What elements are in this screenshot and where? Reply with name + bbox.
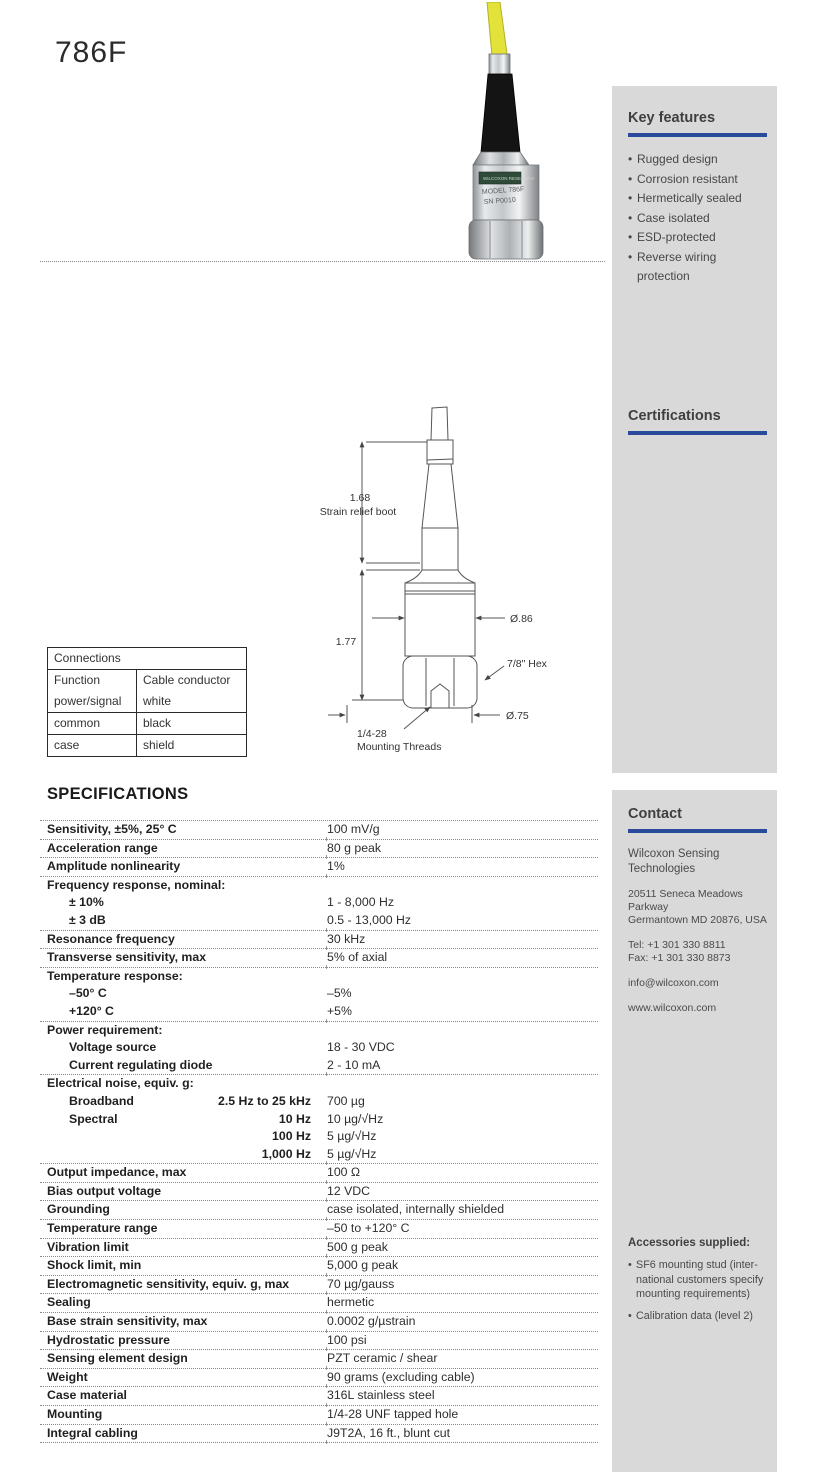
spec-value: 5% of axial — [327, 950, 388, 965]
dim-boot-value: 1.68 — [349, 492, 371, 504]
heading-rule — [628, 133, 767, 137]
spec-row — [40, 1406, 598, 1425]
spec-value: 316L stainless steel — [327, 1388, 435, 1403]
spec-value: –5% — [327, 986, 352, 1001]
drawing-body-cylinder — [405, 591, 475, 656]
specifications-heading: SPECIFICATIONS — [47, 785, 189, 803]
spec-row — [40, 840, 598, 859]
spec-label-cell — [40, 1164, 327, 1182]
spec-label-cell — [40, 912, 327, 930]
accessory-item — [628, 1258, 769, 1302]
threads-label-line1: 1/4-28 — [357, 728, 387, 740]
contact-address-line2: Germantown MD 20876, USA — [628, 914, 767, 926]
spec-row — [40, 1093, 598, 1111]
connections-title-row — [48, 648, 246, 669]
spec-label: Electrical noise, equiv. g: — [47, 1076, 194, 1091]
accessories-heading: Accessories supplied: — [628, 1237, 751, 1249]
contact-phones — [628, 939, 767, 965]
spec-label-cell — [40, 1257, 327, 1275]
spec-label-cell — [40, 894, 327, 912]
spec-row — [40, 1183, 598, 1202]
spec-value: 18 - 30 VDC — [327, 1040, 395, 1055]
spec-value: –50 to +120° C — [327, 1221, 410, 1236]
spec-row — [40, 912, 598, 931]
key-feature-label: Rugged design — [637, 152, 718, 166]
spec-row — [40, 1075, 598, 1093]
spec-label-cell — [40, 1387, 327, 1405]
connections-row — [48, 712, 246, 734]
hex-base — [469, 220, 543, 259]
key-feature-label: Reverse wiring protection — [637, 249, 717, 283]
spec-value — [327, 968, 598, 986]
spec-label-cell — [40, 1294, 327, 1312]
connection-function: power/signal — [48, 691, 137, 712]
spec-value: case isolated, internally shielded — [327, 1202, 505, 1217]
spec-label: Weight — [47, 1369, 88, 1384]
spec-row — [40, 1350, 598, 1369]
spec-label-cell — [40, 1039, 327, 1057]
spec-row — [40, 1039, 598, 1057]
contact-website[interactable]: www.wilcoxon.com — [628, 1002, 717, 1014]
cable — [487, 2, 507, 56]
spec-row — [40, 1146, 598, 1165]
spec-label-cell — [40, 1201, 327, 1219]
cable-ferrule — [489, 54, 510, 74]
spec-row — [40, 1111, 598, 1129]
spec-label-cell — [40, 931, 327, 949]
spec-row — [40, 1276, 598, 1295]
drawing-cable — [431, 407, 448, 440]
spec-label-cell — [40, 1220, 327, 1238]
spec-value: 0.5 - 13,000 Hz — [327, 912, 412, 927]
connections-rows — [48, 691, 246, 756]
spec-label: Output impedance, max — [47, 1165, 187, 1180]
spec-label-cell — [40, 1239, 327, 1257]
spec-value: 2 - 10 mA — [327, 1057, 381, 1072]
contact-tel: Tel: +1 301 330 8811 — [628, 939, 726, 951]
spec-value: 100 mV/g — [327, 822, 380, 836]
spec-label: Hydrostatic pressure — [47, 1332, 171, 1347]
key-feature-item — [628, 228, 767, 248]
spec-label: Resonance frequency — [47, 931, 175, 946]
specifications-table — [40, 820, 598, 1443]
key-feature-label: Hermetically sealed — [637, 191, 742, 205]
connection-conductor: shield — [143, 738, 175, 752]
spec-label: ± 10% — [69, 895, 104, 910]
spec-row — [40, 1294, 598, 1313]
spec-label: Mounting — [47, 1407, 103, 1421]
connection-function: case — [48, 735, 137, 756]
contact-email[interactable]: info@wilcoxon.com — [628, 977, 719, 989]
spec-label: Broadband — [69, 1093, 134, 1108]
key-feature-item — [628, 189, 767, 209]
spec-label-cell — [40, 949, 327, 967]
spec-label-cell — [40, 1022, 327, 1040]
spec-label: Base strain sensitivity, max — [47, 1314, 208, 1329]
spec-value: 1 - 8,000 Hz — [327, 895, 394, 910]
contact-heading: Contact — [628, 806, 682, 822]
spec-row — [40, 1201, 598, 1220]
boot-flare — [473, 152, 529, 165]
spec-label: ± 3 dB — [69, 912, 106, 927]
spec-label: Temperature response: — [47, 968, 183, 983]
spec-label: Amplitude nonlinearity — [47, 859, 181, 874]
spec-label-cell — [40, 1003, 327, 1021]
spec-label-cell — [40, 877, 327, 895]
key-feature-item — [628, 170, 767, 190]
spec-label: Acceleration range — [47, 840, 158, 855]
accessory-label: Calibration data (level 2) — [636, 1309, 754, 1322]
drawing-boot-taper — [422, 464, 458, 528]
spec-value — [327, 1022, 598, 1040]
spec-row — [40, 968, 598, 986]
brand-plate-text: WILCOXON RESEARCH — [483, 176, 534, 181]
connections-header-conductor: Cable conductor — [143, 673, 231, 687]
spec-label: Sensitivity, ±5%, 25° C — [47, 822, 177, 836]
spec-label-cell — [40, 1183, 327, 1201]
certifications-section — [628, 408, 767, 448]
spec-label: Transverse sensitivity, max — [47, 950, 207, 965]
spec-value: 10 µg/√Hz — [327, 1111, 384, 1126]
connections-table — [47, 647, 247, 757]
spec-label-cell — [40, 968, 327, 986]
spec-row — [40, 1057, 598, 1076]
product-photo-illustration — [428, 2, 578, 260]
spec-value: 5 µg/√Hz — [327, 1129, 377, 1144]
spec-value — [327, 1075, 598, 1093]
spec-label: +120° C — [69, 1003, 114, 1018]
connections-title: Connections — [54, 651, 121, 665]
accessories-section — [628, 1237, 769, 1330]
spec-value — [327, 877, 598, 895]
spec-label — [47, 1128, 69, 1146]
spec-value: 5 µg/√Hz — [327, 1146, 377, 1161]
spec-label: Bias output voltage — [47, 1183, 162, 1198]
spec-value: 500 g peak — [327, 1239, 388, 1254]
threads-label-line2: Mounting Threads — [357, 741, 442, 753]
spec-label: Sealing — [47, 1295, 91, 1310]
spec-label: Spectral — [69, 1111, 118, 1126]
drawing-boot-collar — [427, 440, 453, 464]
spec-row — [40, 1239, 598, 1258]
dotted-divider — [40, 261, 605, 262]
spec-label-cell — [40, 1369, 327, 1387]
hex-size-label: 7/8" Hex — [507, 658, 547, 670]
dim-body-value: 1.77 — [335, 636, 357, 648]
spec-label: Temperature range — [47, 1221, 158, 1236]
spec-row — [40, 894, 598, 912]
spec-value: 1/4-28 UNF tapped hole — [327, 1407, 459, 1421]
spec-value: 70 µg/gauss — [327, 1276, 395, 1291]
spec-row — [40, 1128, 598, 1146]
spec-row — [40, 1022, 598, 1040]
spec-value: 1% — [327, 859, 345, 874]
spec-row — [40, 1257, 598, 1276]
spec-row — [40, 1387, 598, 1406]
spec-label-cell — [40, 858, 327, 876]
contact-address — [628, 888, 767, 927]
spec-label-cell — [40, 1146, 327, 1164]
model-marking: MODEL 786F — [481, 186, 525, 196]
spec-label-cell — [40, 1350, 327, 1368]
spec-label: Integral cabling — [47, 1425, 138, 1440]
spec-label: Electromagnetic sensitivity, equiv. g, max — [47, 1276, 290, 1291]
spec-label-cell — [40, 1075, 327, 1093]
connection-function: common — [48, 713, 137, 734]
spec-row — [40, 1164, 598, 1183]
spec-row — [40, 1425, 598, 1444]
key-features-list — [628, 150, 767, 287]
key-feature-label: ESD-protected — [637, 230, 716, 244]
spec-label-cell — [40, 1128, 327, 1146]
connections-row — [48, 691, 246, 712]
accessory-item — [628, 1309, 769, 1324]
spec-row — [40, 1369, 598, 1388]
spec-condition: 1,000 Hz — [261, 1146, 311, 1161]
spec-label-cell — [40, 1093, 327, 1111]
spec-row — [40, 949, 598, 968]
spec-label: Grounding — [47, 1202, 110, 1217]
drawing-mounting-bolt — [431, 684, 449, 708]
spec-row — [40, 1003, 598, 1022]
strain-relief-boot — [481, 74, 520, 152]
spec-label-cell — [40, 821, 327, 839]
spec-label: Power requirement: — [47, 1022, 163, 1037]
spec-value: 90 grams (excluding cable) — [327, 1369, 475, 1384]
spec-value: PZT ceramic / shear — [327, 1351, 438, 1366]
spec-row — [40, 877, 598, 895]
accessory-label: SF6 mounting stud (inter-national customers specify mounting requirements) — [636, 1259, 764, 1300]
spec-label: Shock limit, min — [47, 1258, 142, 1273]
serial-marking: SN P0010 — [483, 196, 516, 206]
spec-label-cell — [40, 840, 327, 858]
spec-row — [40, 1313, 598, 1332]
spec-value: +5% — [327, 1003, 352, 1018]
spec-value: 30 kHz — [327, 931, 366, 946]
product-photo — [428, 2, 578, 260]
spec-value: 700 µg — [327, 1093, 365, 1108]
spec-condition: 10 Hz — [278, 1111, 311, 1126]
spec-condition: 100 Hz — [272, 1129, 311, 1144]
spec-label: Vibration limit — [47, 1239, 129, 1254]
contact-address-line1: 20511 Seneca Meadows Parkway — [628, 888, 743, 913]
connection-conductor: white — [143, 694, 172, 708]
spec-value: 80 g peak — [327, 840, 382, 855]
dia-bottom-label: Ø.75 — [506, 710, 529, 722]
dim-boot-caption: Strain relief boot — [319, 506, 397, 518]
spec-label-cell — [40, 1425, 327, 1443]
spec-label-cell — [40, 1332, 327, 1350]
drawing-hex — [403, 656, 477, 708]
certifications-heading: Certifications — [628, 408, 721, 424]
spec-row — [40, 1220, 598, 1239]
spec-label-cell — [40, 1111, 327, 1129]
spec-label — [47, 1146, 69, 1164]
key-feature-label: Corrosion resistant — [637, 171, 738, 186]
spec-label: –50° C — [69, 986, 107, 1001]
spec-row — [40, 858, 598, 877]
spec-value: 100 psi — [327, 1332, 367, 1347]
spec-label: Sensing element design — [47, 1351, 188, 1366]
sidebar-features-panel — [612, 86, 777, 773]
spec-row — [40, 931, 598, 950]
sidebar-contact-panel — [612, 790, 777, 1472]
spec-value: 5,000 g peak — [327, 1258, 399, 1273]
connection-conductor: black — [143, 716, 172, 730]
contact-fax: Fax: +1 301 330 8873 — [628, 952, 731, 964]
spec-value: hermetic — [327, 1295, 375, 1310]
spec-label-cell — [40, 985, 327, 1003]
spec-label-cell — [40, 1406, 327, 1424]
drawing-body — [405, 583, 475, 591]
spec-condition: 2.5 Hz to 25 kHz — [218, 1093, 311, 1108]
spec-label-cell — [40, 1057, 327, 1075]
dimension-drawing — [300, 405, 600, 765]
accessories-list — [628, 1258, 769, 1323]
drawing-boot-sleeve — [422, 528, 458, 570]
key-features-heading: Key features — [628, 110, 716, 126]
spec-label-cell — [40, 1313, 327, 1331]
connections-header-function: Function — [48, 670, 137, 691]
drawing-flare — [405, 570, 475, 583]
connections-row — [48, 734, 246, 756]
spec-value: 100 Ω — [327, 1165, 361, 1180]
spec-row — [40, 985, 598, 1003]
key-feature-item — [628, 209, 767, 229]
page-title: 786F — [55, 36, 128, 69]
spec-value: J9T2A, 16 ft., blunt cut — [327, 1425, 451, 1440]
spec-label: Current regulating diode — [69, 1057, 213, 1072]
spec-label-cell — [40, 1276, 327, 1294]
heading-rule — [628, 829, 767, 833]
dia-top-label: Ø.86 — [510, 613, 533, 625]
spec-row — [40, 1332, 598, 1351]
key-feature-label: Case isolated — [637, 210, 710, 225]
spec-label: Voltage source — [69, 1040, 157, 1055]
spec-label: Case material — [47, 1388, 127, 1403]
spec-value: 0.0002 g/µstrain — [327, 1314, 416, 1329]
connections-header-row — [48, 669, 246, 691]
key-feature-item — [628, 248, 767, 287]
key-feature-item — [628, 150, 767, 170]
spec-value: 12 VDC — [327, 1183, 371, 1198]
spec-row — [40, 821, 598, 840]
heading-rule — [628, 431, 767, 435]
contact-company: Wilcoxon Sensing Technologies — [628, 848, 720, 875]
spec-label: Frequency response, nominal: — [47, 877, 226, 892]
